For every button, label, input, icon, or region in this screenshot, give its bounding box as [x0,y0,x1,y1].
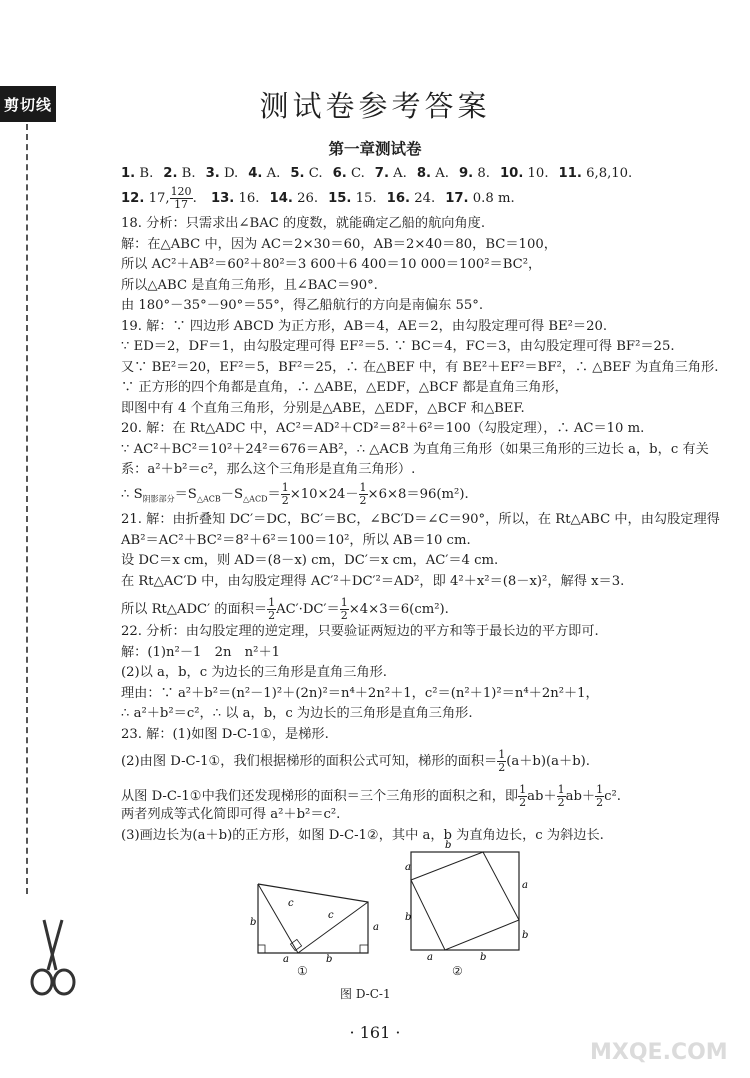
text-line: 即图中有 4 个直角三角形，分别是△ABE，△EDF，△BCF 和△BEF. [121,400,525,416]
answers-row-2: 12. 17, $\frac{120}{17}$ . 13. 16. 14. 26. 15. 15. 16. 24. 17. 0.8 m. [121,185,515,211]
text-line: (3)画边长为(a＋b)的正方形，如图 D-C-1②，其中 a，b 为直角边长，c 为斜边长. [121,827,604,843]
text-line: (2)以 a，b，c 为边长的三角形是直角三角形. [121,665,387,680]
page-title: 测试卷参考答案 [259,89,491,123]
answer-item: 13. 16. [210,191,260,206]
answer-item: 14. 26. [269,191,319,206]
text-line: 19. 解：∵ 四边形 ABCD 为正方形，AB＝4，AE＝2，由勾股定理可得 BE²＝20. [121,318,608,334]
answer-item: 3. D. [205,166,239,181]
text-line: 在 Rt△AC′D 中，由勾股定理得 AC′²＋DC′²＝AD²，即 4²＋x²＝(8－x)²，解得 x＝3. [121,573,625,589]
label-c: c [328,910,334,921]
label-b: b [405,912,412,923]
answer-item: 9. 8. [458,166,490,181]
answer-item: 7. A. [374,166,407,181]
cut-line-tab: 剪切线 [0,86,56,122]
label-a: a [427,952,433,963]
text-line: 解：(1)n²－1 2n n²＋1 [121,644,281,660]
figure-square [405,840,530,963]
figure-caption: 图 D-C-1 [340,987,391,1001]
text-line: 由 180°－35°－90°＝55°，得乙船航行的方向是南偏东 55°. [121,298,484,313]
label-b: b [445,840,452,851]
label-a: a [522,880,528,891]
text-line: 设 DC＝x cm，则 AD＝(8－x) cm，DC′＝x cm，AC′＝4 cm. [121,553,499,568]
label-b: b [480,952,487,963]
text-line: 21. 解：由折叠知 DC′＝DC，BC′＝BC，∠BC′D＝∠C＝90°，所以，在 Rt△ABC 中，由勾股定理得 [121,512,720,527]
answer-item: 11. 6,8,10. [558,166,633,181]
area-line: 所以 Rt△ADC′ 的面积＝ $\frac{1}{2}$ AC′·DC′＝ $\frac{1}{2}$ ×4×3＝6(cm²). [121,596,449,622]
text-line: AB²＝AC²＋BC²＝8²＋6²＝100＝10²，所以 AB＝10 cm. [121,532,471,548]
triangle-sum-line: 从图 D-C-1①中我们还发现梯形的面积＝三个三角形的面积之和，即 $\frac{1}{2}$ ab＋ $\frac{1}{2}$ ab＋ $\frac{1}{2}$ c². [121,783,621,809]
answer-item: 5. C. [290,166,323,181]
answer-item: 4. A. [248,166,281,181]
text-line: 18. 分析：只需求出∠BAC 的度数，就能确定乙船的航向角度. [121,216,486,231]
figure-trapezoid [248,878,388,965]
shaded-area-line: ∴ $S_{阴影部分}=S_{\triangle ACB}-S_{\triangle ACD}=$ $\frac{1}{2}$ ×10×24－ $\frac{1}{2}$ ×6×8＝96(m²). [121,481,469,507]
text-line: 所以 AC²＋AB²＝60²＋80²＝3 600＋6 400＝10 000＝100²＝BC²， [121,257,542,272]
answer-item: 6. C. [332,166,365,181]
label-a: a [283,954,289,965]
figure-1-caption: ① [297,964,308,978]
text-line: ∵ 正方形的四个角都是直角，∴ △ABE，△EDF，△BCF 都是直角三角形， [121,380,568,395]
answer-item: 1. B. [121,166,154,181]
label-b: b [250,917,257,928]
text-line: ∵ ED＝2，DF＝1，由勾股定理可得 EF²＝5. ∵ BC＝4，FC＝3，由勾股定理可得 BF²＝25. [121,339,675,354]
answer-item: 16. 24. [386,191,436,206]
figure-2-caption: ② [452,964,463,978]
answer-item: 10. 10. [499,166,549,181]
answer-item: 2. B. [163,166,196,181]
text-line: 22. 分析：由勾股定理的逆定理，只要验证两短边的平方和等于最长边的平方即可. [121,624,599,639]
text-line: ∴ a²＋b²＝c²，∴ 以 a，b，c 为边长的三角形是直角三角形. [121,706,473,721]
label-b: b [522,930,529,941]
text-line: ∵ AC²＋BC²＝10²＋24²＝676＝AB²，∴ △ACB 为直角三角形（如果三角形的三边长 a，b，c 有关 [121,441,709,457]
text-line: 所以△ABC 是直角三角形，且∠BAC＝90°. [121,277,378,293]
label-c: c [288,898,294,909]
watermark: MXQE.COM [590,1040,728,1065]
answer-item: 15. 15. [328,191,377,206]
text-line: 两者列成等式化简即可得 a²＋b²＝c². [121,807,341,822]
scissors-icon [22,920,82,1000]
text-line: 23. 解：(1)如图 D-C-1①，是梯形. [121,726,329,742]
label-b: b [326,954,333,965]
text-line: 20. 解：在 Rt△ADC 中，AC²＝AD²＋CD²＝8²＋6²＝100（勾股定理），∴ AC＝10 m. [121,421,645,436]
label-a: a [373,922,379,933]
page-number: · 161 · [349,1023,401,1042]
trapezoid-area-line: (2)由图 D-C-1①，我们根据梯形的面积公式可知，梯形的面积＝ $\frac{1}{2}$ (a＋b)(a＋b). [121,748,590,774]
chapter-subtitle: 第一章测试卷 [328,139,422,158]
answer-item: 17. 0.8 m. [445,191,515,206]
fraction: $\frac{120}{17}$ [170,185,192,211]
text-line: 又∵ BE²＝20，EF²＝5，BF²＝25，∴ 在△BEF 中，有 BE²＋EF²＝BF²，∴ △BEF 为直角三角形. [121,359,719,375]
text-line: 理由：∵ a²＋b²＝(n²－1)²＋(2n)²＝n⁴＋2n²＋1，c²＝(n²＋1)²＝n⁴＋2n²＋1， [121,685,599,701]
cut-line [26,124,28,894]
text-line: 解：在△ABC 中，因为 AC＝2×30＝60，AB＝2×40＝80，BC＝100， [121,236,557,252]
answers-row-1 [121,166,642,181]
label-a: a [405,862,411,873]
answer-item: 8. A. [416,166,449,181]
text-line: 系：a²＋b²＝c²，那么这个三角形是直角三角形）. [121,462,416,477]
